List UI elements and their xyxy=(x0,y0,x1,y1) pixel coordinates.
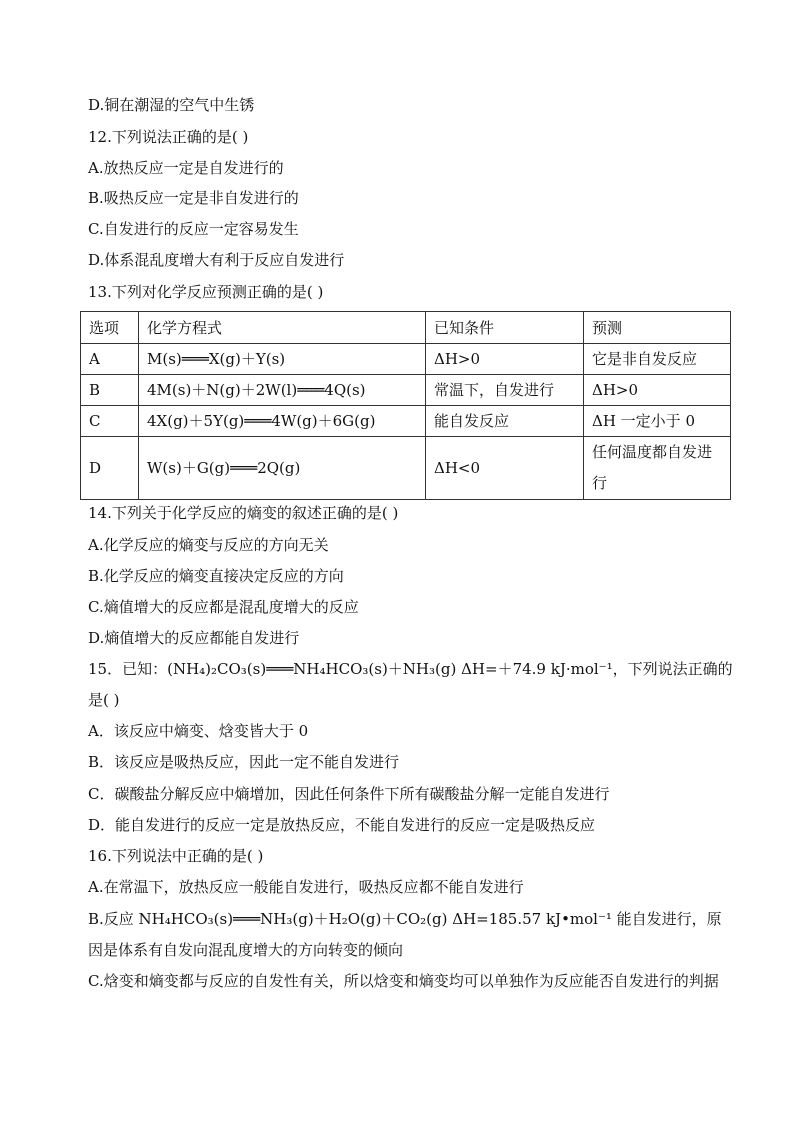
question-15: 15．已知：(NH₄)₂CO₃(s)═══NH₄HCO₃(s)＋NH₃(g) ΔH=＋74.9 kJ·mol⁻¹，下列说法正确的 xyxy=(88,660,733,678)
option-line: C.自发进行的反应一定容易发生 xyxy=(88,220,299,238)
table-cell: A xyxy=(81,344,139,375)
table-cell: B xyxy=(81,375,139,406)
table-cell: ΔH<0 xyxy=(426,437,584,500)
table-cell: 能自发反应 xyxy=(426,406,584,437)
table-row xyxy=(81,344,731,375)
question-15-cont: 是( ) xyxy=(88,691,120,709)
table-cell: 4X(g)＋5Y(g)═══4W(g)＋6G(g) xyxy=(139,406,426,437)
table-cell: ΔH 一定小于 0 xyxy=(584,406,731,437)
table-row xyxy=(81,406,731,437)
option-line: B．该反应是吸热反应，因此一定不能自发进行 xyxy=(88,753,400,771)
table-cell: ΔH>0 xyxy=(426,344,584,375)
table-cell: W(s)＋G(g)═══2Q(g) xyxy=(139,437,426,500)
option-line: B.吸热反应一定是非自发进行的 xyxy=(88,189,299,207)
option-line: A.在常温下，放热反应一般能自发进行，吸热反应都不能自发进行 xyxy=(88,878,524,896)
table-cell: ΔH>0 xyxy=(584,375,731,406)
option-line-wrapped: C.焓变和熵变都与反应的自发性有关，所以焓变和熵变均可以单独作为反应能否自发进行的判据 xyxy=(88,972,719,990)
table-header-cell: 预测 xyxy=(584,312,731,344)
option-line: D.体系混乱度增大有利于反应自发进行 xyxy=(88,251,345,269)
table-cell: 任何温度都自发进行 xyxy=(584,437,731,500)
table-row xyxy=(81,437,731,500)
option-line: A.放热反应一定是自发进行的 xyxy=(88,159,284,177)
question-14: 14.下列关于化学反应的熵变的叙述正确的是( ) xyxy=(88,504,399,522)
reaction-table xyxy=(80,311,731,500)
table-cell: M(s)═══X(g)＋Y(s) xyxy=(139,344,426,375)
option-line: B.化学反应的熵变直接决定反应的方向 xyxy=(88,567,344,585)
table-cell: 4M(s)＋N(g)＋2W(l)═══4Q(s) xyxy=(139,375,426,406)
option-line-wrapped: B.反应 NH₄HCO₃(s)═══NH₃(g)＋H₂O(g)＋CO₂(g) ΔH=185.57 kJ•mol⁻¹ 能自发进行，原因是体系有自发向混乱度增大的方向转变的倾向 xyxy=(88,910,722,959)
question-13: 13.下列对化学反应预测正确的是( ) xyxy=(88,283,324,301)
table-cell: C xyxy=(81,406,139,437)
option-line: D.熵值增大的反应都能自发进行 xyxy=(88,629,300,647)
question-16: 16.下列说法中正确的是( ) xyxy=(88,847,264,865)
option-line: C．碳酸盐分解反应中熵增加，因此任何条件下所有碳酸盐分解一定能自发进行 xyxy=(88,785,610,803)
table-header-row xyxy=(81,312,731,344)
table-cell: D xyxy=(81,437,139,500)
option-line: A.化学反应的熵变与反应的方向无关 xyxy=(88,536,329,554)
option-line: A．该反应中熵变、焓变皆大于 0 xyxy=(88,722,309,740)
table-header-cell: 选项 xyxy=(81,312,139,344)
table-header-cell: 已知条件 xyxy=(426,312,584,344)
table-cell: 常温下，自发进行 xyxy=(426,375,584,406)
table-cell: 它是非自发反应 xyxy=(584,344,731,375)
table-header-cell: 化学方程式 xyxy=(139,312,426,344)
option-line: C.熵值增大的反应都是混乱度增大的反应 xyxy=(88,598,359,616)
option-line: D.铜在潮湿的空气中生锈 xyxy=(88,96,255,114)
question-12: 12.下列说法正确的是( ) xyxy=(88,128,249,146)
table-row xyxy=(81,375,731,406)
option-line: D．能自发进行的反应一定是放热反应，不能自发进行的反应一定是吸热反应 xyxy=(88,816,596,834)
